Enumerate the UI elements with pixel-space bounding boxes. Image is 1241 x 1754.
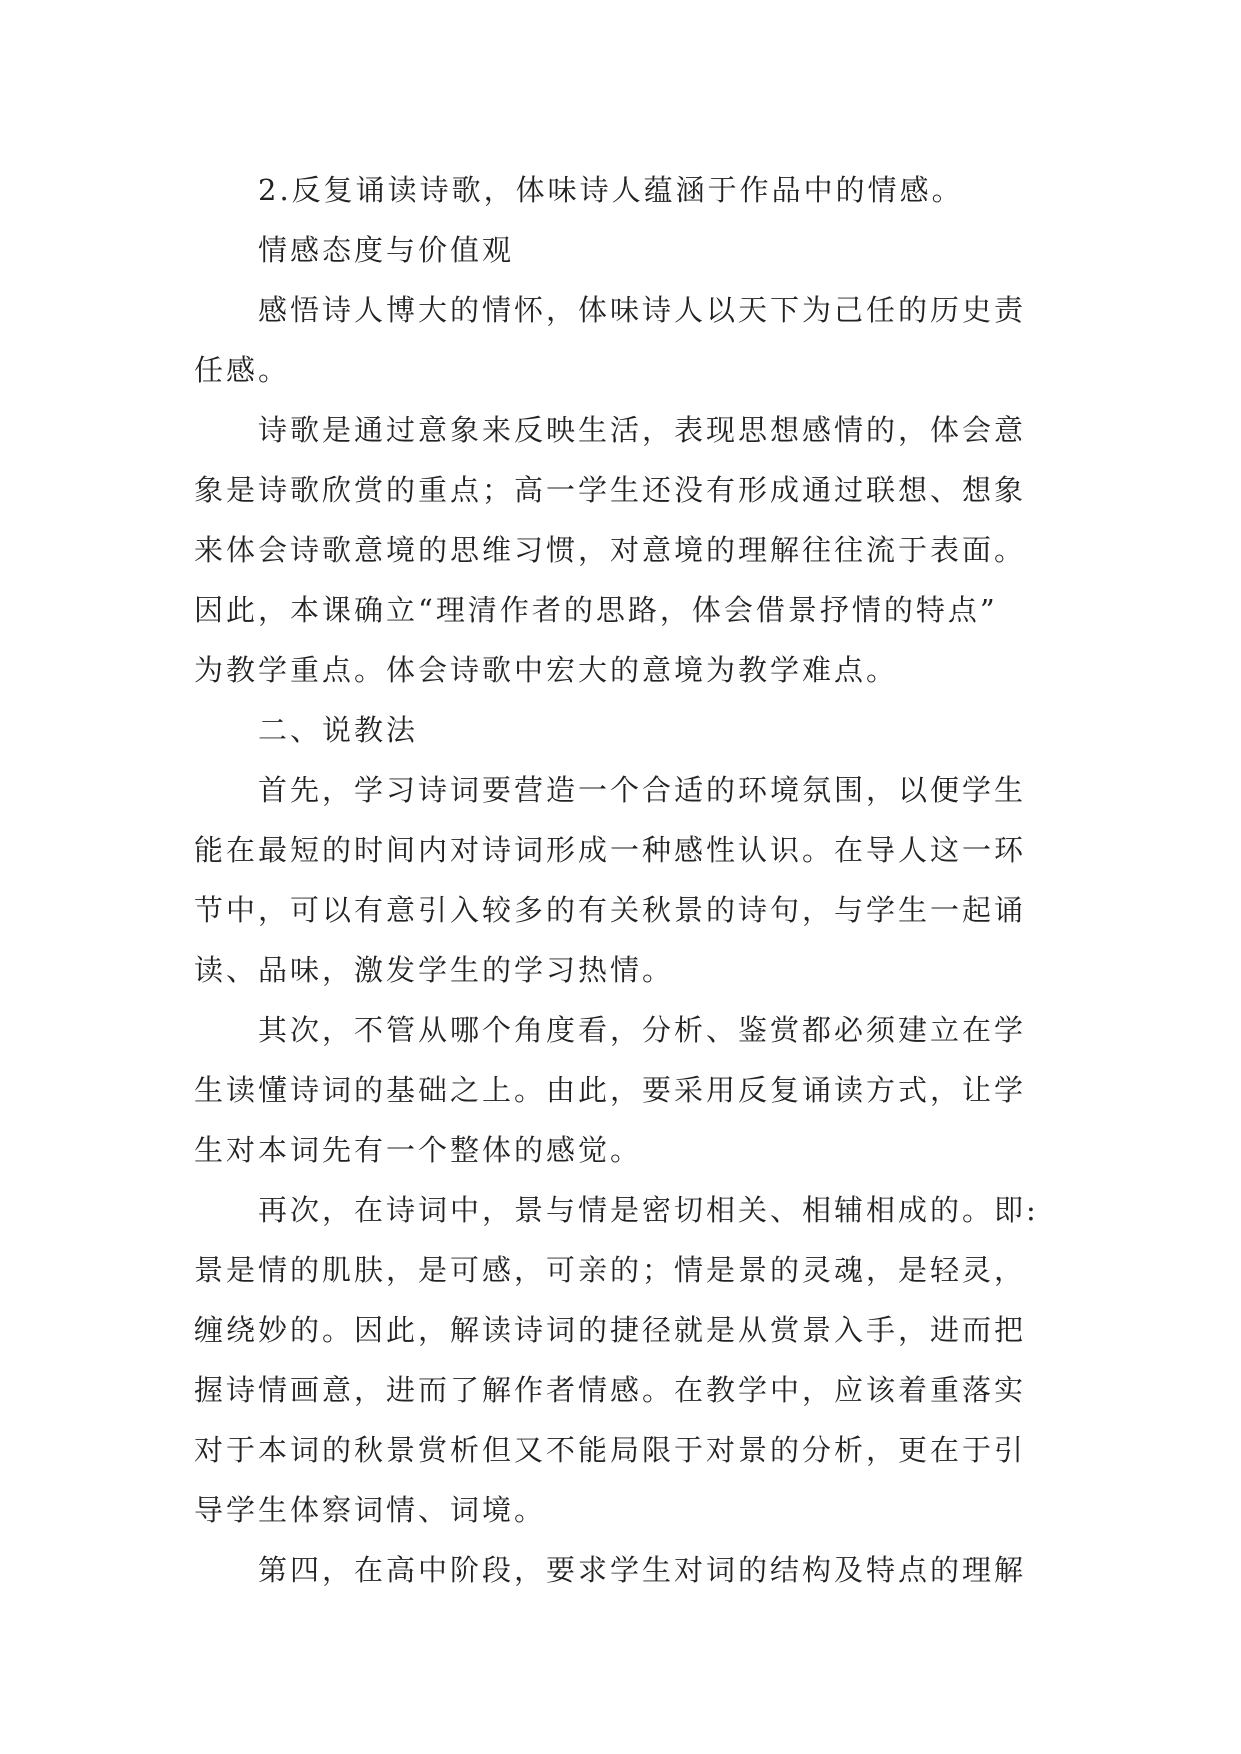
document-body <box>194 160 1064 1600</box>
text-line: 2.反复诵读诗歌，体味诗人蕴涵于作品中的情感。 <box>258 173 964 207</box>
text-line: 对于本词的秋景赏析但又不能局限于对景的分析，更在于引 <box>194 1433 1027 1467</box>
text-line: 任感。 <box>194 353 291 387</box>
text-line: 因此，本课确立“理清作者的思路，体会借景抒情的特点” <box>194 593 998 627</box>
text-line: 握诗情画意，进而了解作者情感。在教学中，应该着重落实 <box>194 1373 1027 1407</box>
text-line: 象是诗歌欣赏的重点；高一学生还没有形成通过联想、想象 <box>194 473 1027 507</box>
text-line: 缠绕妙的。因此，解读诗词的捷径就是从赏景入手，进而把 <box>194 1313 1027 1347</box>
text-line: 第四，在高中阶段，要求学生对词的结构及特点的理解 <box>258 1553 1027 1587</box>
text-line: 节中，可以有意引入较多的有关秋景的诗句，与学生一起诵 <box>194 893 1027 927</box>
text-line: 二、说教法 <box>258 713 419 747</box>
text-line: 导学生体察词情、词境。 <box>194 1493 547 1527</box>
text-line: 感悟诗人博大的情怀，体味诗人以天下为己任的历史责 <box>258 293 1027 327</box>
text-line: 来体会诗歌意境的思维习惯，对意境的理解往往流于表面。 <box>194 533 1027 567</box>
text-line: 读、品味，激发学生的学习热情。 <box>194 953 675 987</box>
text-line: 首先，学习诗词要营造一个合适的环境氛围，以便学生 <box>258 773 1027 807</box>
text-line: 诗歌是通过意象来反映生活，表现思想感情的，体会意 <box>258 413 1027 447</box>
text-line: 生读懂诗词的基础之上。由此，要采用反复诵读方式，让学 <box>194 1073 1027 1107</box>
text-line: 情感态度与价值观 <box>258 233 515 267</box>
text-line: 景是情的肌肤，是可感，可亲的；情是景的灵魂，是轻灵， <box>194 1253 1027 1287</box>
text-line: 生对本词先有一个整体的感觉。 <box>194 1133 643 1167</box>
text-line: 其次，不管从哪个角度看，分析、鉴赏都必须建立在学 <box>258 1013 1027 1047</box>
text-line: 为教学重点。体会诗歌中宏大的意境为教学难点。 <box>194 653 899 687</box>
text-line: 再次，在诗词中，景与情是密切相关、相辅相成的。即: <box>258 1193 1039 1227</box>
text-line: 能在最短的时间内对诗词形成一种感性认识。在导人这一环 <box>194 833 1027 867</box>
